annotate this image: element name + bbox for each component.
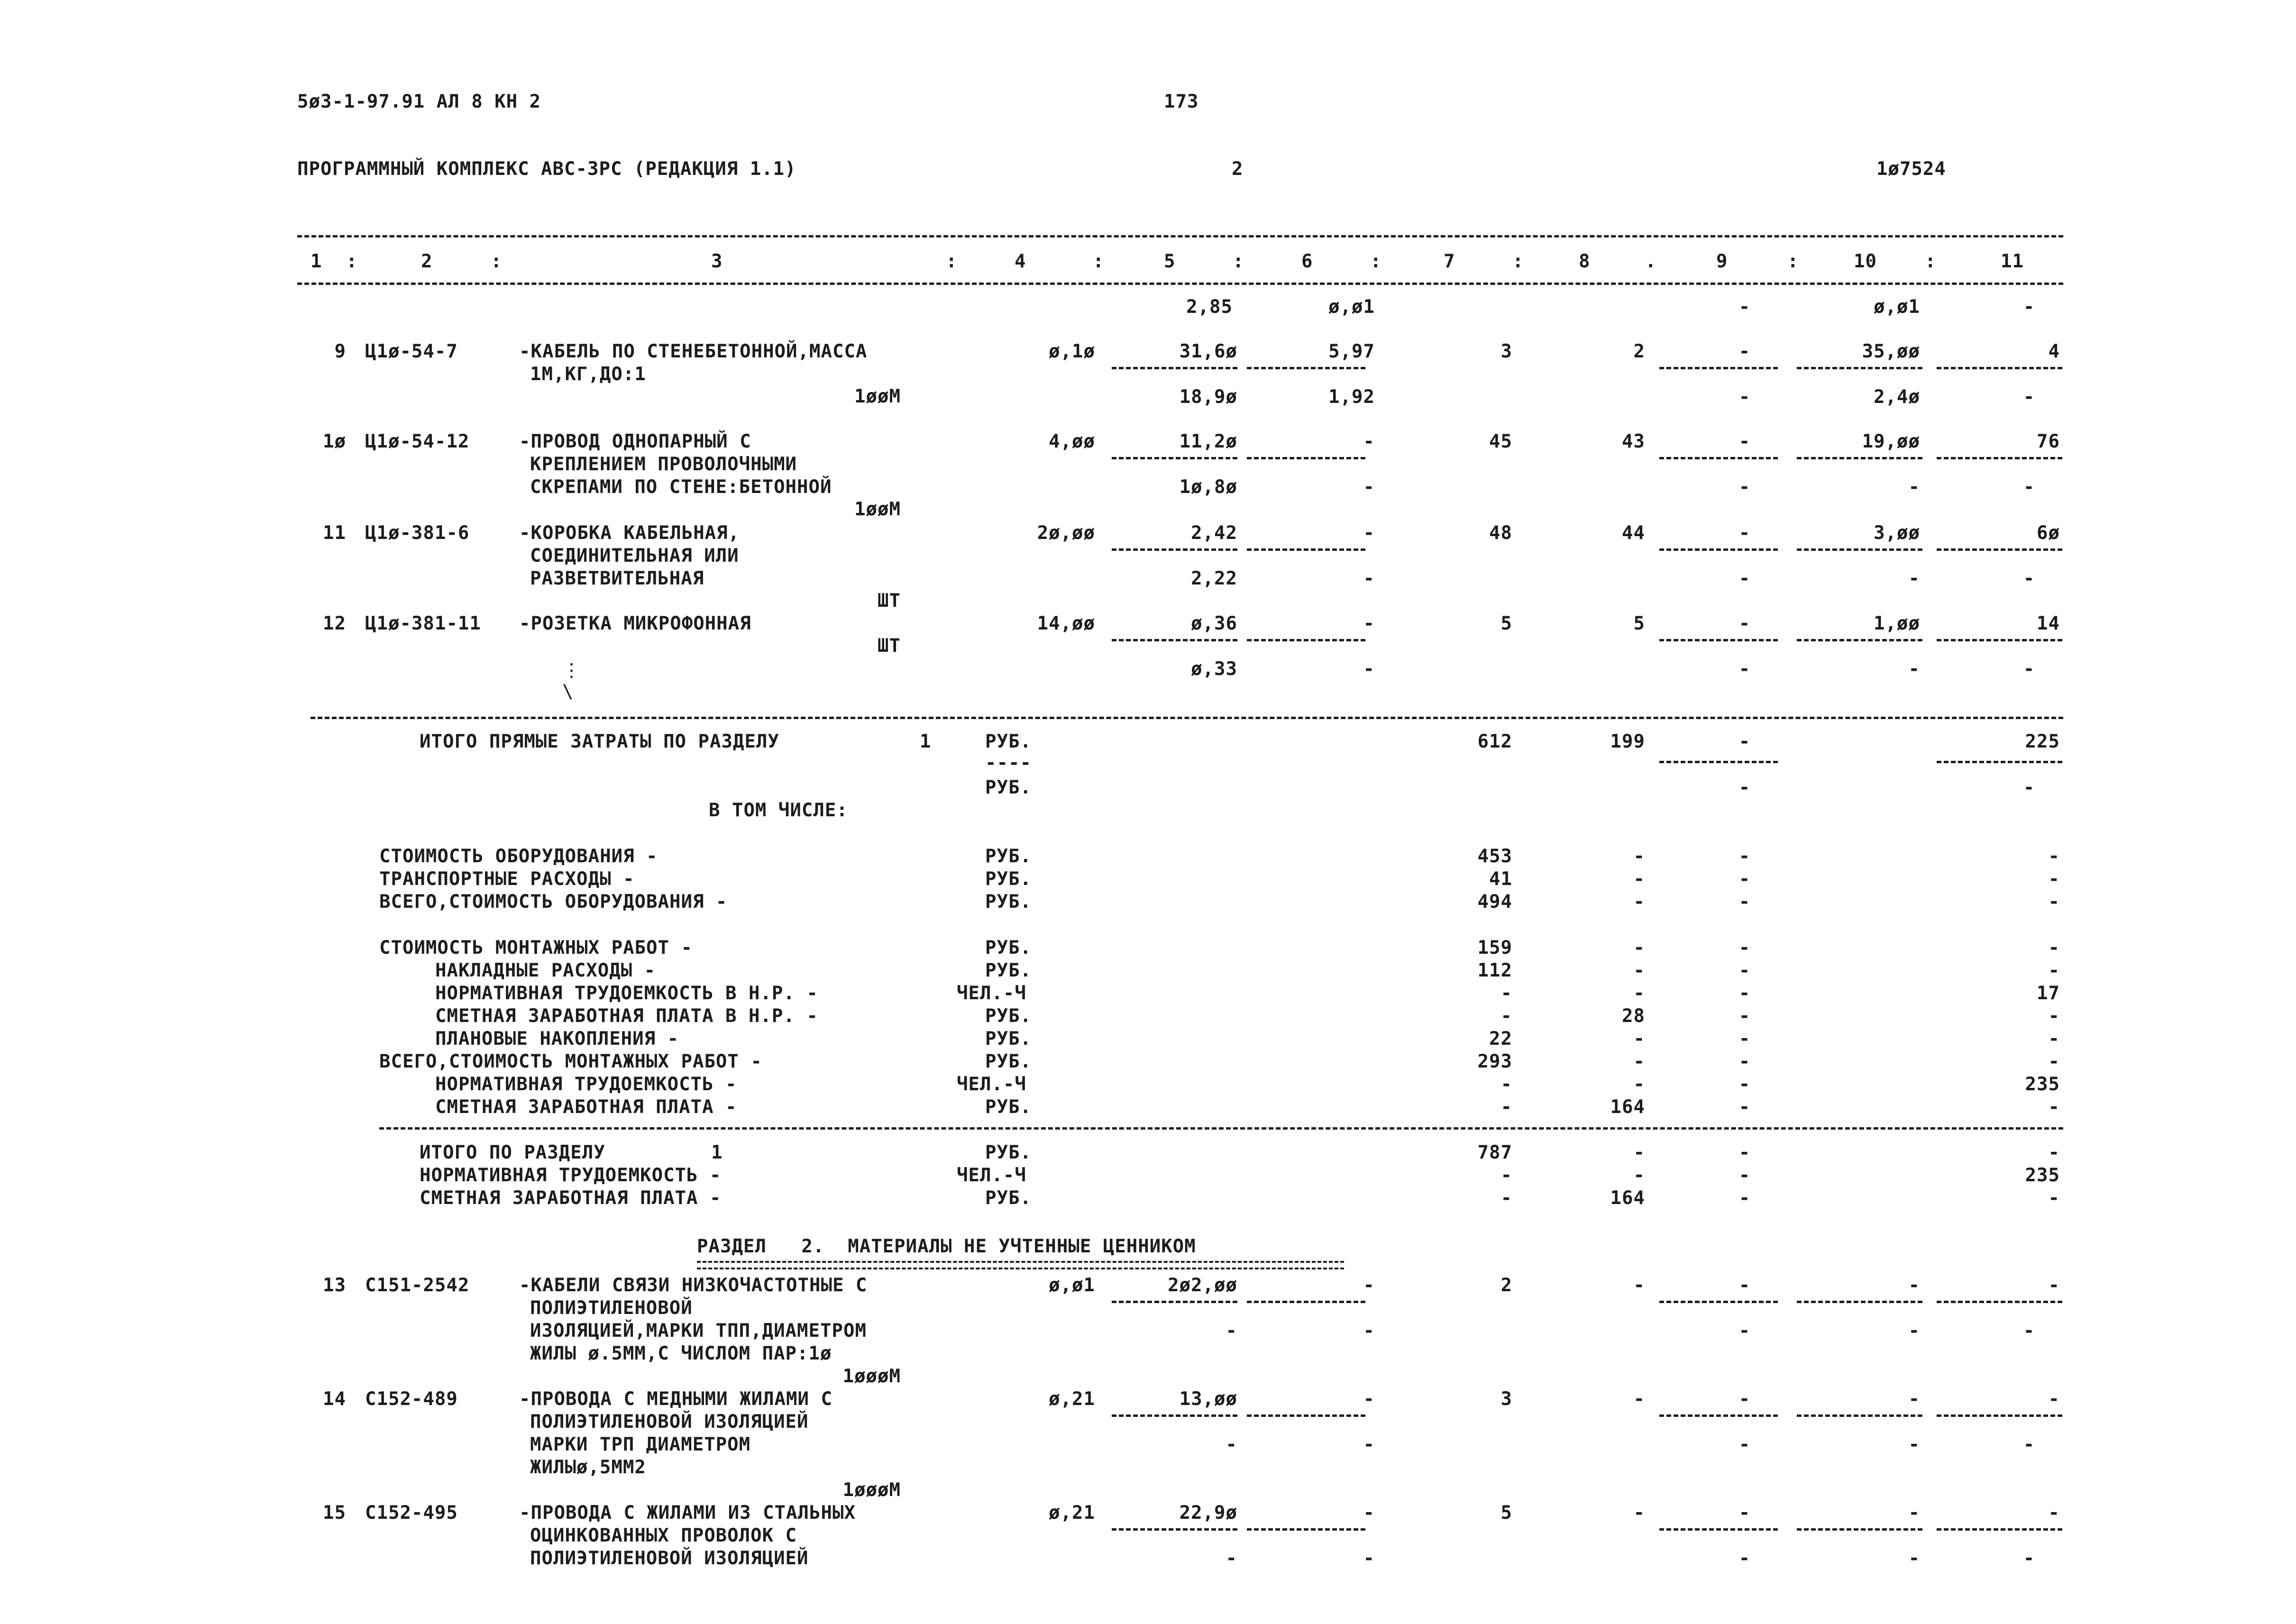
- item-col6: 5,97: [1328, 341, 1375, 362]
- direct-costs-col11: 225: [2025, 731, 2060, 752]
- column-header-6: 6: [1301, 251, 1313, 272]
- item-unit: ШТ: [878, 635, 901, 657]
- breakdown-col8: -: [1633, 1074, 1645, 1095]
- item-number: 1ø: [323, 431, 346, 452]
- item-col6: -: [1363, 613, 1375, 634]
- direct-costs-section-number: 1: [920, 731, 932, 752]
- breakdown-unit: РУБ.: [985, 868, 1032, 890]
- item-description-line: -КОРОБКА КАБЕЛЬНАЯ,: [519, 522, 740, 544]
- breakdown-col9: -: [1738, 891, 1751, 912]
- item-sub-col10: -: [1908, 658, 1920, 680]
- breakdown-unit: РУБ.: [985, 891, 1032, 912]
- item-description-line: МАРКИ ТРП ДИАМЕТРОМ: [530, 1434, 751, 1455]
- item-description-line: ОЦИНКОВАННЫХ ПРОВОЛОК С: [530, 1525, 797, 1546]
- breakdown-col7: -: [1500, 983, 1512, 1004]
- direct-costs-sub-col9: -: [1738, 777, 1751, 798]
- direct-costs-col8: 199: [1610, 731, 1645, 752]
- item-col8: 2: [1633, 341, 1645, 362]
- item-col7: 5: [1500, 1502, 1512, 1524]
- item-col9: -: [1738, 613, 1751, 634]
- item-code: Ц1ø-381-11: [365, 613, 481, 634]
- item-col6: -: [1363, 522, 1375, 544]
- breakdown-unit: РУБ.: [985, 937, 1032, 958]
- breakdown-col7: -: [1500, 1005, 1512, 1027]
- header-top-rule: [297, 235, 2063, 237]
- breakdown-col11: -: [2048, 891, 2060, 912]
- header-bottom-rule: [297, 283, 2063, 285]
- item-col4: ø,21: [1049, 1388, 1095, 1410]
- item-col5: 2ø2,øø: [1168, 1275, 1237, 1296]
- item-sub-col10: -: [1908, 476, 1920, 498]
- item-sub-col9: -: [1738, 1320, 1751, 1341]
- section2-title: РАЗДЕЛ 2. МАТЕРИАЛЫ НЕ УЧТЕННЫЕ ЦЕННИКОМ: [697, 1236, 1196, 1257]
- breakdown-col11: -: [2048, 1005, 2060, 1027]
- item-description-line: ИЗОЛЯЦИЕЙ,МАРКИ ТПП,ДИАМЕТРОМ: [530, 1320, 867, 1341]
- breakdown-col7: 293: [1477, 1051, 1512, 1072]
- breakdown-col11: -: [2048, 868, 2060, 890]
- document-number: 1ø7524: [1876, 158, 1946, 180]
- item-description-line: ПОЛИЭТИЛЕНОВОЙ: [530, 1297, 693, 1319]
- breakdown-col9: -: [1738, 846, 1751, 867]
- breakdown-col7: 159: [1477, 937, 1512, 958]
- breakdown-col9: -: [1738, 868, 1751, 890]
- item-description-line: ПОЛИЭТИЛЕНОВОЙ ИЗОЛЯЦИЕЙ: [530, 1548, 809, 1569]
- breakdown-col8: -: [1633, 983, 1645, 1004]
- item-col11: 4: [2048, 341, 2060, 362]
- direct-costs-unit-dash: ----: [985, 752, 1032, 774]
- section-total-col11: 235: [2025, 1165, 2060, 1186]
- breakdown-label: ПЛАНОВЫЕ НАКОПЛЕНИЯ -: [435, 1028, 679, 1049]
- item-col11: 76: [2037, 431, 2060, 452]
- section-total-col7: -: [1500, 1165, 1512, 1186]
- breakdown-col9: -: [1738, 1096, 1751, 1118]
- item-description-line: СОЕДИНИТЕЛЬНАЯ ИЛИ: [530, 545, 739, 566]
- section-total-col9: -: [1738, 1142, 1751, 1163]
- item-code: Ц1ø-54-7: [365, 341, 458, 362]
- item-sub-col11: -: [2023, 386, 2035, 408]
- breakdown-col8: -: [1633, 960, 1645, 981]
- item-description-line: -РОЗЕТКА МИКРОФОННАЯ: [519, 613, 751, 634]
- item-col5: 22,9ø: [1179, 1502, 1237, 1524]
- column-header-10: 10: [1854, 251, 1877, 272]
- item-sub-col5: -: [1226, 1548, 1237, 1569]
- breakdown-label: НОРМАТИВНАЯ ТРУДОЕМКОСТЬ -: [435, 1074, 737, 1095]
- item-col9: -: [1738, 431, 1751, 452]
- item-sub-col6: -: [1363, 1548, 1375, 1569]
- breakdown-col11: 17: [2037, 983, 2060, 1004]
- breakdown-col9: -: [1738, 1005, 1751, 1027]
- item-sub-col9: -: [1738, 1548, 1751, 1569]
- item-col6: -: [1363, 1388, 1375, 1410]
- section-total-label: НОРМАТИВНАЯ ТРУДОЕМКОСТЬ -: [420, 1165, 722, 1186]
- breakdown-col8: -: [1633, 1051, 1645, 1072]
- item-col10: -: [1908, 1275, 1920, 1296]
- item-col8: -: [1633, 1502, 1645, 1524]
- item-col4: ø,1ø: [1049, 341, 1095, 362]
- item-sub-col11: -: [2023, 1434, 2035, 1455]
- item-col9: -: [1738, 1502, 1751, 1524]
- section-total-unit: РУБ.: [985, 1187, 1032, 1209]
- item-sub-col11: -: [2023, 476, 2035, 498]
- item-unit: ШТ: [878, 590, 901, 611]
- item-sub-col6: -: [1363, 658, 1375, 680]
- item-col10: 1,øø: [1874, 613, 1920, 634]
- breakdown-col11: -: [2048, 960, 2060, 981]
- column-header-9: 9: [1716, 251, 1728, 272]
- section-total-col9: -: [1738, 1165, 1751, 1186]
- item-number: 11: [323, 522, 346, 544]
- direct-costs-unit: РУБ.: [985, 731, 1032, 752]
- carry-col5: 2,85: [1186, 296, 1233, 318]
- item-col4: 2ø,øø: [1037, 522, 1095, 544]
- breakdown-col8: 28: [1622, 1005, 1645, 1027]
- direct-costs-sub-col11: -: [2023, 777, 2035, 798]
- item-sub-col9: -: [1738, 568, 1751, 589]
- item-sub-col5: 18,9ø: [1179, 386, 1237, 408]
- item-col11: 6ø: [2037, 522, 2060, 544]
- section-total-col7: 787: [1477, 1142, 1512, 1163]
- item-number: 15: [323, 1502, 346, 1524]
- item-unit: 1øøøМ: [842, 1366, 901, 1387]
- breakdown-label: СТОИМОСТЬ ОБОРУДОВАНИЯ -: [379, 846, 658, 867]
- item-description-line: ЖИЛЫ ø.5ММ,С ЧИСЛОМ ПАР:1ø: [530, 1343, 832, 1364]
- item-col4: 14,øø: [1037, 613, 1095, 634]
- page-number: 173: [1164, 91, 1199, 112]
- section-total-col11: -: [2048, 1142, 2060, 1163]
- item-number: 14: [323, 1388, 346, 1410]
- carry-col9: -: [1738, 296, 1751, 318]
- section-total-col8: -: [1633, 1165, 1645, 1186]
- item-description-line: -КАБЕЛИ СВЯЗИ НИЗКОЧАСТОТНЫЕ С: [519, 1275, 868, 1296]
- column-header-5: 5: [1164, 251, 1176, 272]
- breakdown-unit: ЧЕЛ.-Ч: [957, 983, 1026, 1004]
- direct-costs-label: ИТОГО ПРЯМЫЕ ЗАТРАТЫ ПО РАЗДЕЛУ: [420, 731, 779, 752]
- item-col11: -: [2048, 1502, 2060, 1524]
- breakdown-unit: РУБ.: [985, 1005, 1032, 1027]
- item-description-line: -ПРОВОД ОДНОПАРНЫЙ С: [519, 431, 751, 452]
- item-description-line: КРЕПЛЕНИЕМ ПРОВОЛОЧНЫМИ: [530, 454, 797, 475]
- item-description-line: ЖИЛЫø,5ММ2: [530, 1457, 646, 1478]
- item-sub-col10: -: [1908, 1320, 1920, 1341]
- item-code: Ц1ø-54-12: [365, 431, 470, 452]
- item-unit: 1øøМ: [854, 386, 901, 407]
- item-sub-col5: -: [1226, 1320, 1237, 1341]
- breakdown-col8: -: [1633, 868, 1645, 890]
- breakdown-label: НОРМАТИВНАЯ ТРУДОЕМКОСТЬ В Н.Р. -: [435, 983, 818, 1004]
- item-sub-col6: -: [1363, 568, 1375, 589]
- item-col9: -: [1738, 522, 1751, 544]
- item-sub-col6: -: [1363, 1320, 1375, 1341]
- breakdown-label: ВСЕГО,СТОИМОСТЬ МОНТАЖНЫХ РАБОТ -: [379, 1051, 762, 1072]
- item-sub-col11: -: [2023, 568, 2035, 589]
- column-header-2: 2: [421, 251, 433, 272]
- item-sub-col11: -: [2023, 658, 2035, 680]
- column-header-1: 1: [311, 251, 322, 272]
- breakdown-label: СМЕТНАЯ ЗАРАБОТНАЯ ПЛАТА -: [435, 1096, 737, 1118]
- item-description-line: ПОЛИЭТИЛЕНОВОЙ ИЗОЛЯЦИЕЙ: [530, 1411, 809, 1432]
- section-total-unit: РУБ.: [985, 1142, 1032, 1163]
- item-sub-col10: -: [1908, 1548, 1920, 1569]
- column-header-8: 8: [1579, 251, 1591, 272]
- item-col8: -: [1633, 1275, 1645, 1296]
- item-unit: 1øøМ: [854, 499, 901, 520]
- breakdown-col7: 112: [1477, 960, 1512, 981]
- breakdown-col8: -: [1633, 846, 1645, 867]
- breakdown-label: СТОИМОСТЬ МОНТАЖНЫХ РАБОТ -: [379, 937, 693, 958]
- breakdown-col9: -: [1738, 983, 1751, 1004]
- column-header-7: 7: [1444, 251, 1455, 272]
- breakdown-col7: -: [1500, 1074, 1512, 1095]
- item-description-line: РАЗВЕТВИТЕЛЬНАЯ: [530, 568, 704, 589]
- breakdown-col11: -: [2048, 1051, 2060, 1072]
- item-sub-col9: -: [1738, 476, 1751, 498]
- breakdown-col8: -: [1633, 937, 1645, 958]
- direct-costs-col7: 612: [1477, 731, 1512, 752]
- breakdown-label: ВСЕГО,СТОИМОСТЬ ОБОРУДОВАНИЯ -: [379, 891, 728, 912]
- direct-costs-col9: -: [1738, 731, 1751, 752]
- item-col5: ø,36: [1191, 613, 1237, 634]
- item-sub-col9: -: [1738, 386, 1751, 408]
- breakdown-col8: -: [1633, 1028, 1645, 1049]
- item-col4: ø,21: [1049, 1502, 1095, 1524]
- in-that-number-label: В ТОМ ЧИСЛЕ:: [709, 800, 848, 821]
- carry-col11: -: [2023, 296, 2035, 318]
- carry-col6: ø,ø1: [1328, 296, 1375, 318]
- breakdown-col7: 453: [1477, 846, 1512, 867]
- breakdown-unit: РУБ.: [985, 960, 1032, 981]
- item-col6: -: [1363, 1275, 1375, 1296]
- breakdown-col11: 235: [2025, 1074, 2060, 1095]
- item-col9: -: [1738, 341, 1751, 362]
- item-sub-col11: -: [2023, 1320, 2035, 1341]
- item-col7: 2: [1500, 1275, 1512, 1296]
- item-col10: 19,øø: [1862, 431, 1920, 452]
- breakdown-col7: 494: [1477, 891, 1512, 912]
- item-col5: 2,42: [1191, 522, 1237, 544]
- direct-costs-rule: [311, 717, 2063, 719]
- breakdown-col9: -: [1738, 1051, 1751, 1072]
- item-col9: -: [1738, 1388, 1751, 1410]
- item-col10: -: [1908, 1502, 1920, 1524]
- item-sub-col5: ø,33: [1191, 658, 1237, 680]
- item-sub-col5: 2,22: [1191, 568, 1237, 589]
- breakdown-col9: -: [1738, 960, 1751, 981]
- breakdown-unit: РУБ.: [985, 1096, 1032, 1118]
- item-sub-col11: -: [2023, 1548, 2035, 1569]
- item-col4: 4,øø: [1049, 431, 1095, 452]
- carry-col10: ø,ø1: [1874, 296, 1920, 318]
- item-sub-col6: -: [1363, 476, 1375, 498]
- item-col11: 14: [2037, 613, 2060, 634]
- item-col6: -: [1363, 431, 1375, 452]
- item-col8: 43: [1622, 431, 1645, 452]
- item-col8: 44: [1622, 522, 1645, 544]
- section-total-number: 1: [711, 1142, 723, 1163]
- section-total-col11: -: [2048, 1187, 2060, 1209]
- item-col11: -: [2048, 1388, 2060, 1410]
- column-header-3: 3: [711, 251, 723, 272]
- breakdown-unit: РУБ.: [985, 1051, 1032, 1072]
- breakdown-label: ТРАНСПОРТНЫЕ РАСХОДЫ -: [379, 868, 635, 890]
- item-col5: 31,6ø: [1179, 341, 1237, 362]
- item-code: Ц1ø-381-6: [365, 522, 470, 544]
- item-code: С151-2542: [365, 1275, 470, 1296]
- item-number: 12: [323, 613, 346, 634]
- section2-title-underline: [697, 1261, 1344, 1269]
- breakdown-label: СМЕТНАЯ ЗАРАБОТНАЯ ПЛАТА В Н.Р. -: [435, 1005, 818, 1027]
- item-number: 13: [323, 1275, 346, 1296]
- item-col7: 48: [1489, 522, 1512, 544]
- item-col7: 5: [1500, 613, 1512, 634]
- item-unit: 1øøøМ: [842, 1479, 901, 1501]
- item-description-line: -КАБЕЛЬ ПО СТЕНЕБЕТОННОЙ,МАССА: [519, 341, 868, 362]
- item-sub-col6: 1,92: [1328, 386, 1375, 408]
- breakdown-col11: -: [2048, 1096, 2060, 1118]
- sheet-number: 2: [1232, 158, 1244, 180]
- breakdown-unit: РУБ.: [985, 1028, 1032, 1049]
- item-col5: 13,øø: [1179, 1388, 1237, 1410]
- item-col7: 3: [1500, 341, 1512, 362]
- item-col10: -: [1908, 1388, 1920, 1410]
- item-sub-col10: -: [1908, 1434, 1920, 1455]
- item-col10: 35,øø: [1862, 341, 1920, 362]
- column-header-11: 11: [2001, 251, 2024, 272]
- item-sub-col9: -: [1738, 1434, 1751, 1455]
- document-code: 5ø3-1-97.91 АЛ 8 КН 2: [297, 91, 541, 112]
- item-sub-col6: -: [1363, 1434, 1375, 1455]
- breakdown-col7: -: [1500, 1096, 1512, 1118]
- item-col4: ø,ø1: [1049, 1275, 1095, 1296]
- direct-costs-unit-2: РУБ.: [985, 777, 1032, 798]
- item-col8: 5: [1633, 613, 1645, 634]
- item-col5: 11,2ø: [1179, 431, 1237, 452]
- item-col8: -: [1633, 1388, 1645, 1410]
- item-sub-col5: 1ø,8ø: [1179, 476, 1237, 498]
- section-total-label: ИТОГО ПО РАЗДЕЛУ: [420, 1142, 605, 1163]
- item-col7: 3: [1500, 1388, 1512, 1410]
- item-number: 9: [334, 341, 346, 362]
- item-sub-col5: -: [1226, 1434, 1237, 1455]
- section-total-col8: -: [1633, 1142, 1645, 1163]
- breakdown-unit: ЧЕЛ.-Ч: [957, 1074, 1026, 1095]
- item-code: С152-495: [365, 1502, 458, 1524]
- item-description-line: СКРЕПАМИ ПО СТЕНЕ:БЕТОННОЙ: [530, 476, 832, 498]
- breakdown-col9: -: [1738, 937, 1751, 958]
- item-col6: -: [1363, 1502, 1375, 1524]
- item-col10: 3,øø: [1874, 522, 1920, 544]
- section-total-label: СМЕТНАЯ ЗАРАБОТНАЯ ПЛАТА -: [420, 1187, 722, 1209]
- column-header-4: 4: [1015, 251, 1026, 272]
- item-code: С152-489: [365, 1388, 458, 1410]
- breakdown-col7: 22: [1489, 1028, 1512, 1049]
- breakdown-label: НАКЛАДНЫЕ РАСХОДЫ -: [435, 960, 656, 981]
- breakdown-col11: -: [2048, 937, 2060, 958]
- item-sub-col9: -: [1738, 658, 1751, 680]
- breakdown-col8: 164: [1610, 1096, 1645, 1118]
- section-total-unit: ЧЕЛ.-Ч: [957, 1165, 1026, 1186]
- item-description-line: -ПРОВОДА С ЖИЛАМИ ИЗ СТАЛЬНЫХ: [519, 1502, 856, 1524]
- section-total-col9: -: [1738, 1187, 1751, 1209]
- breakdown-col9: -: [1738, 1074, 1751, 1095]
- breakdown-unit: РУБ.: [985, 846, 1032, 867]
- section-total-col7: -: [1500, 1187, 1512, 1209]
- item-sub-col10: -: [1908, 568, 1920, 589]
- section-total-col8: 164: [1610, 1187, 1645, 1209]
- breakdown-col11: -: [2048, 1028, 2060, 1049]
- section-totals-rule: [379, 1127, 2063, 1130]
- program-title: ПРОГРАММНЫЙ КОМПЛЕКС АВС-3РС (РЕДАКЦИЯ 1.1): [297, 158, 796, 180]
- breakdown-col9: -: [1738, 1028, 1751, 1049]
- item-description-line: 1М,КГ,ДО:1: [530, 364, 646, 385]
- item-description-line: -ПРОВОДА С МЕДНЫМИ ЖИЛАМИ С: [519, 1388, 832, 1410]
- item-col7: 45: [1489, 431, 1512, 452]
- item-col11: -: [2048, 1275, 2060, 1296]
- breakdown-col11: -: [2048, 846, 2060, 867]
- breakdown-col8: -: [1633, 891, 1645, 912]
- item-sub-col10: 2,4ø: [1874, 386, 1920, 408]
- breakdown-col7: 41: [1489, 868, 1512, 890]
- item-col9: -: [1738, 1275, 1751, 1296]
